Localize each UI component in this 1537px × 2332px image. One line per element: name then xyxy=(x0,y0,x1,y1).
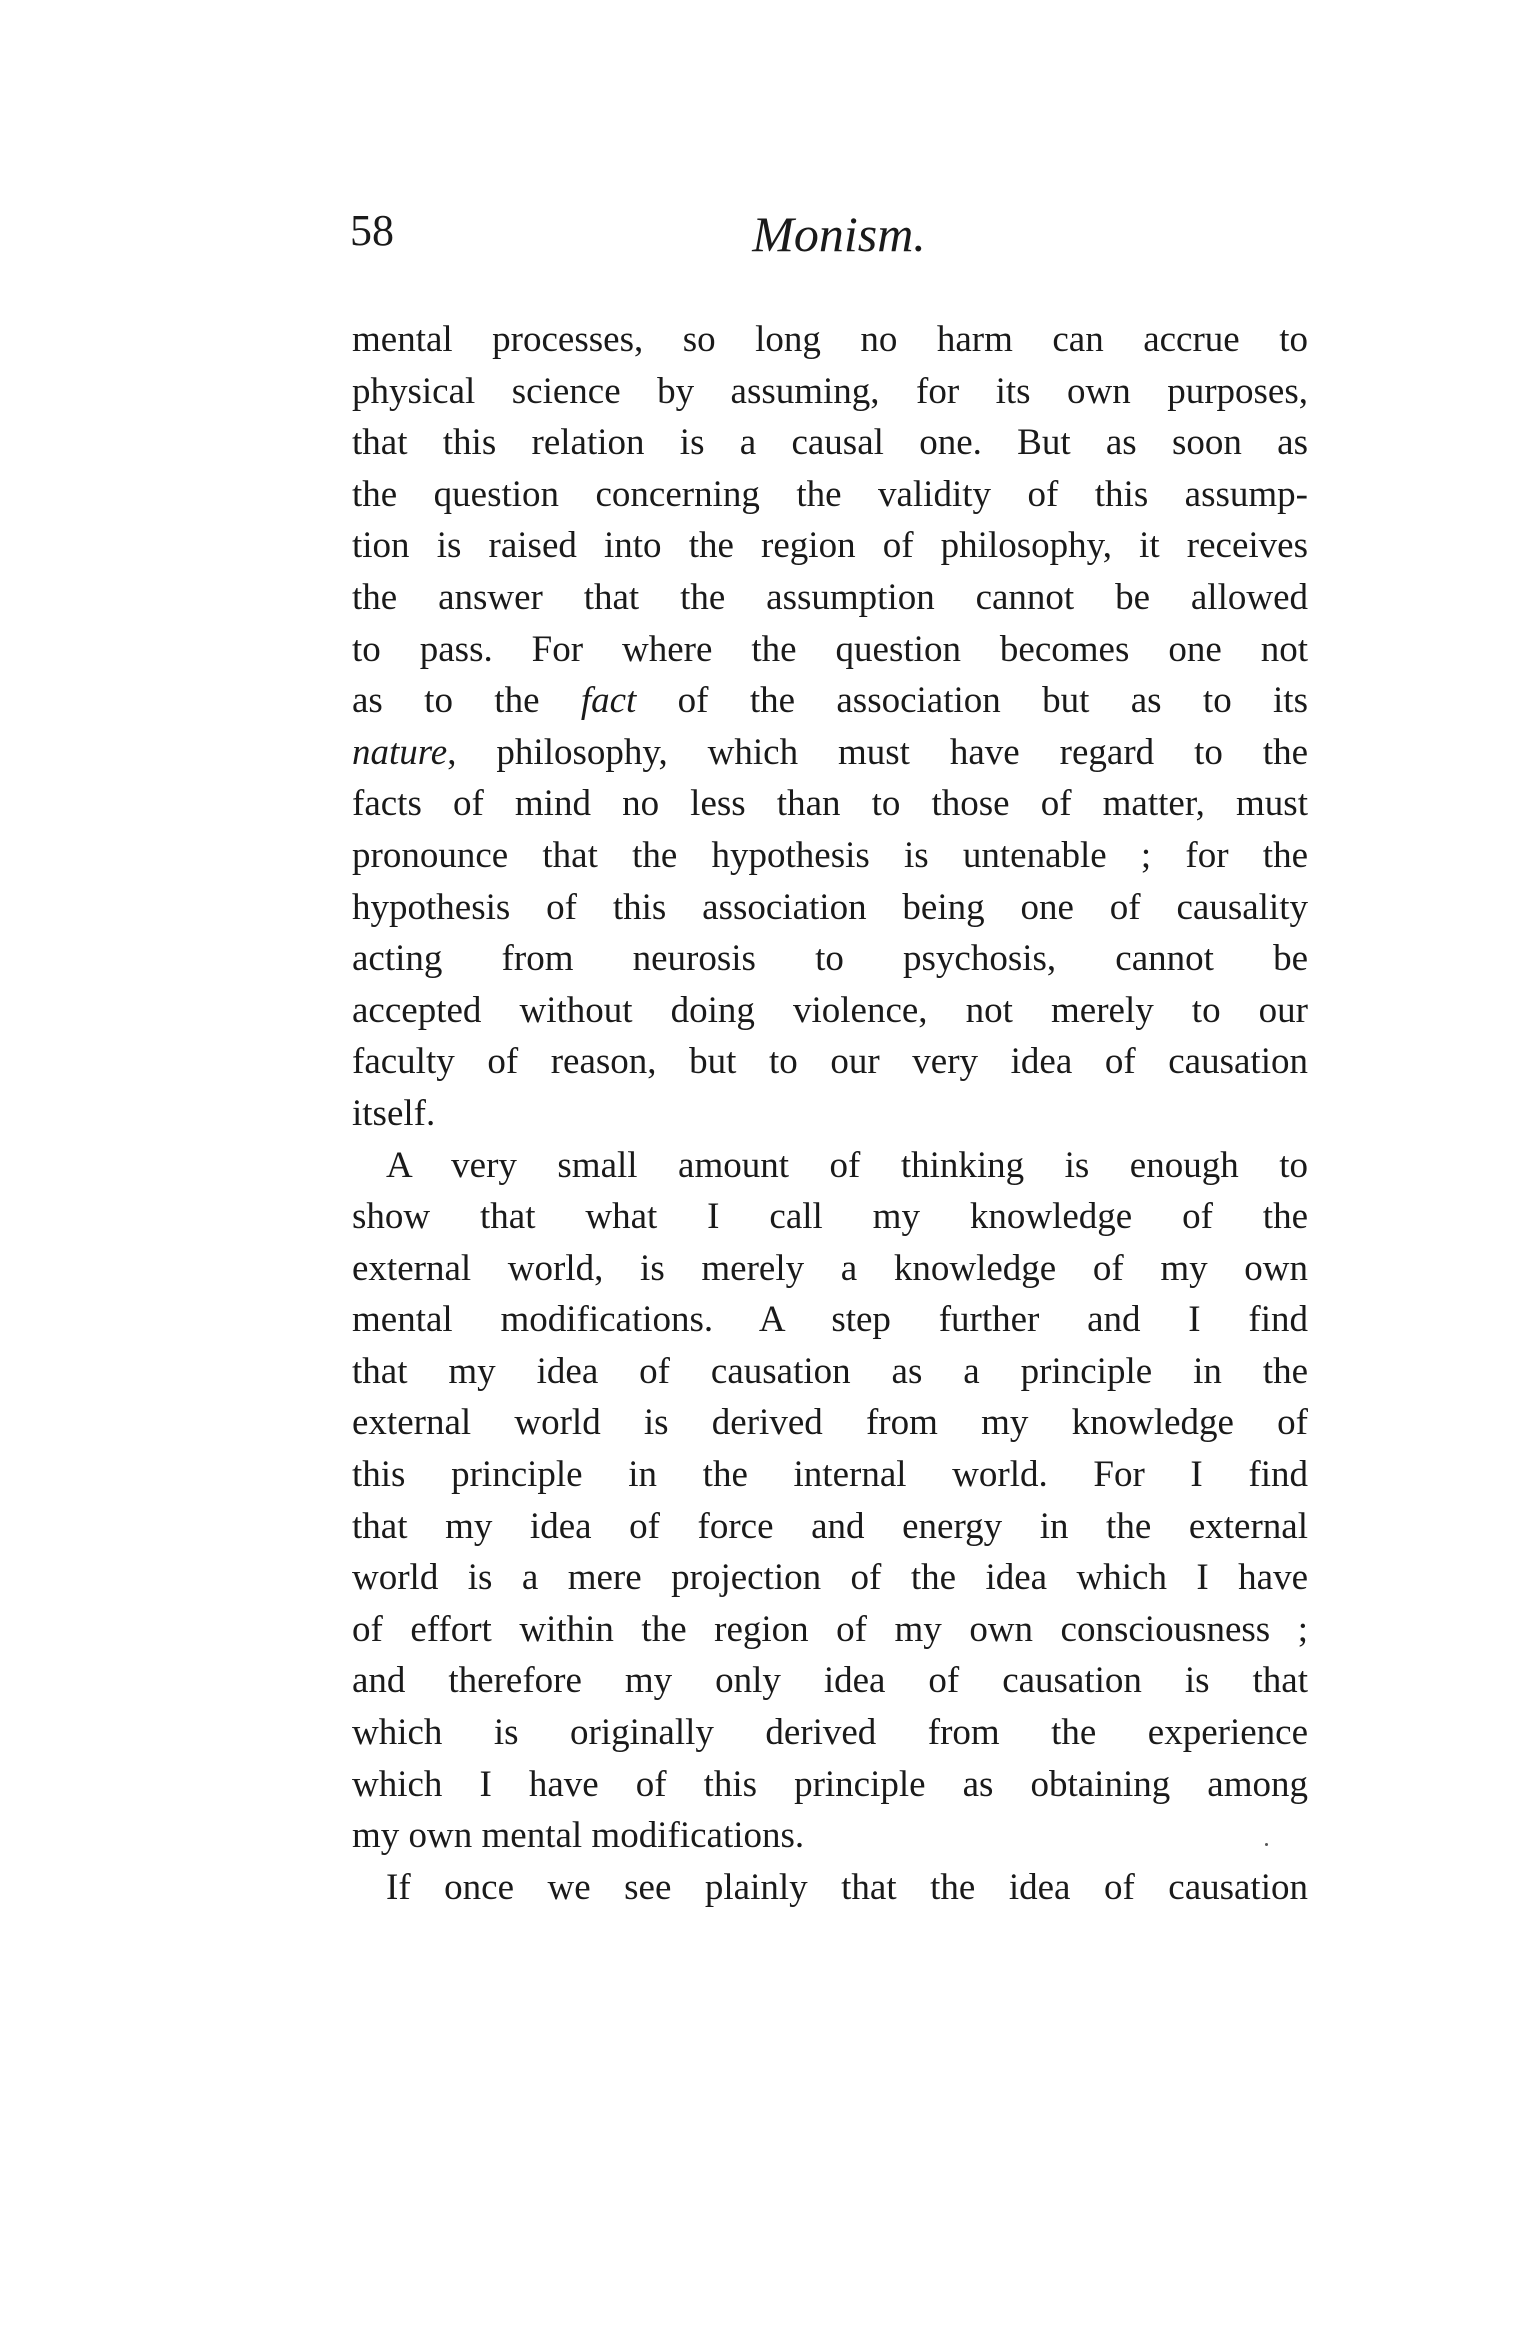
text-line: external world, is merely a knowledge of my own xyxy=(352,1247,1308,1289)
italic-word: nature xyxy=(352,731,448,773)
print-speck xyxy=(1265,1843,1268,1846)
text-line: to pass. For where the question becomes one not xyxy=(352,628,1308,670)
text-line: of effort within the region of my own consciousness ; xyxy=(352,1608,1308,1650)
text-line: tion is raised into the region of philosophy, it receives xyxy=(352,525,1308,567)
text-line: physical science by assuming, for its own purposes, xyxy=(352,370,1308,412)
text-line xyxy=(352,675,1308,727)
text-line: pronounce that the hypothesis is untenable ; for the xyxy=(352,834,1308,876)
text-line: mental modifications. A step further and I find xyxy=(352,1299,1308,1341)
text-line: hypothesis of this association being one of causality xyxy=(352,886,1308,928)
text-line: If once we see plainly that the idea of causation xyxy=(386,1866,1308,1908)
running-header xyxy=(350,205,1308,265)
text-line: that this relation is a causal one. But as soon as xyxy=(352,422,1308,464)
text-line: acting from neurosis to psychosis, cannot be xyxy=(352,938,1308,980)
text-line: the question concerning the validity of this assump- xyxy=(352,473,1308,515)
italic-word: fact xyxy=(580,680,637,722)
text-line: which is originally derived from the experience xyxy=(352,1712,1308,1754)
text-line xyxy=(352,727,1308,779)
text-line: facts of mind no less than to those of matter, must xyxy=(352,783,1308,825)
text-line: show that what I call my knowledge of the xyxy=(352,1196,1308,1238)
text-line: and therefore my only idea of causation is that xyxy=(352,1660,1308,1702)
page-number: 58 xyxy=(350,206,394,255)
text-line: world is a mere projection of the idea which I have xyxy=(352,1557,1308,1599)
text-segment: as to the xyxy=(352,680,581,722)
text-line: accepted without doing violence, not merely to our xyxy=(352,989,1308,1031)
text-line: the answer that the assumption cannot be allowed xyxy=(352,576,1308,618)
text-line: A very small amount of thinking is enough to xyxy=(386,1144,1308,1186)
text-line: that my idea of causation as a principle in the xyxy=(352,1350,1308,1392)
text-line: itself. xyxy=(352,1092,436,1134)
text-line: faculty of reason, but to our very idea of causation xyxy=(352,1041,1308,1083)
text-line: mental processes, so long no harm can accrue to xyxy=(352,319,1308,360)
text-line: external world is derived from my knowledge of xyxy=(352,1402,1308,1444)
page-body-text xyxy=(352,314,1308,1913)
text-segment: , philosophy, which must have regard to the xyxy=(447,731,1308,773)
text-line: my own mental modifications. xyxy=(352,1815,805,1857)
text-line: which I have of this principle as obtaining among xyxy=(352,1763,1308,1805)
text-segment: of the association but as to its xyxy=(636,680,1308,722)
text-line: that my idea of force and energy in the external xyxy=(352,1505,1308,1547)
running-title: Monism. xyxy=(752,206,926,262)
text-line: this principle in the internal world. For I find xyxy=(352,1454,1308,1496)
